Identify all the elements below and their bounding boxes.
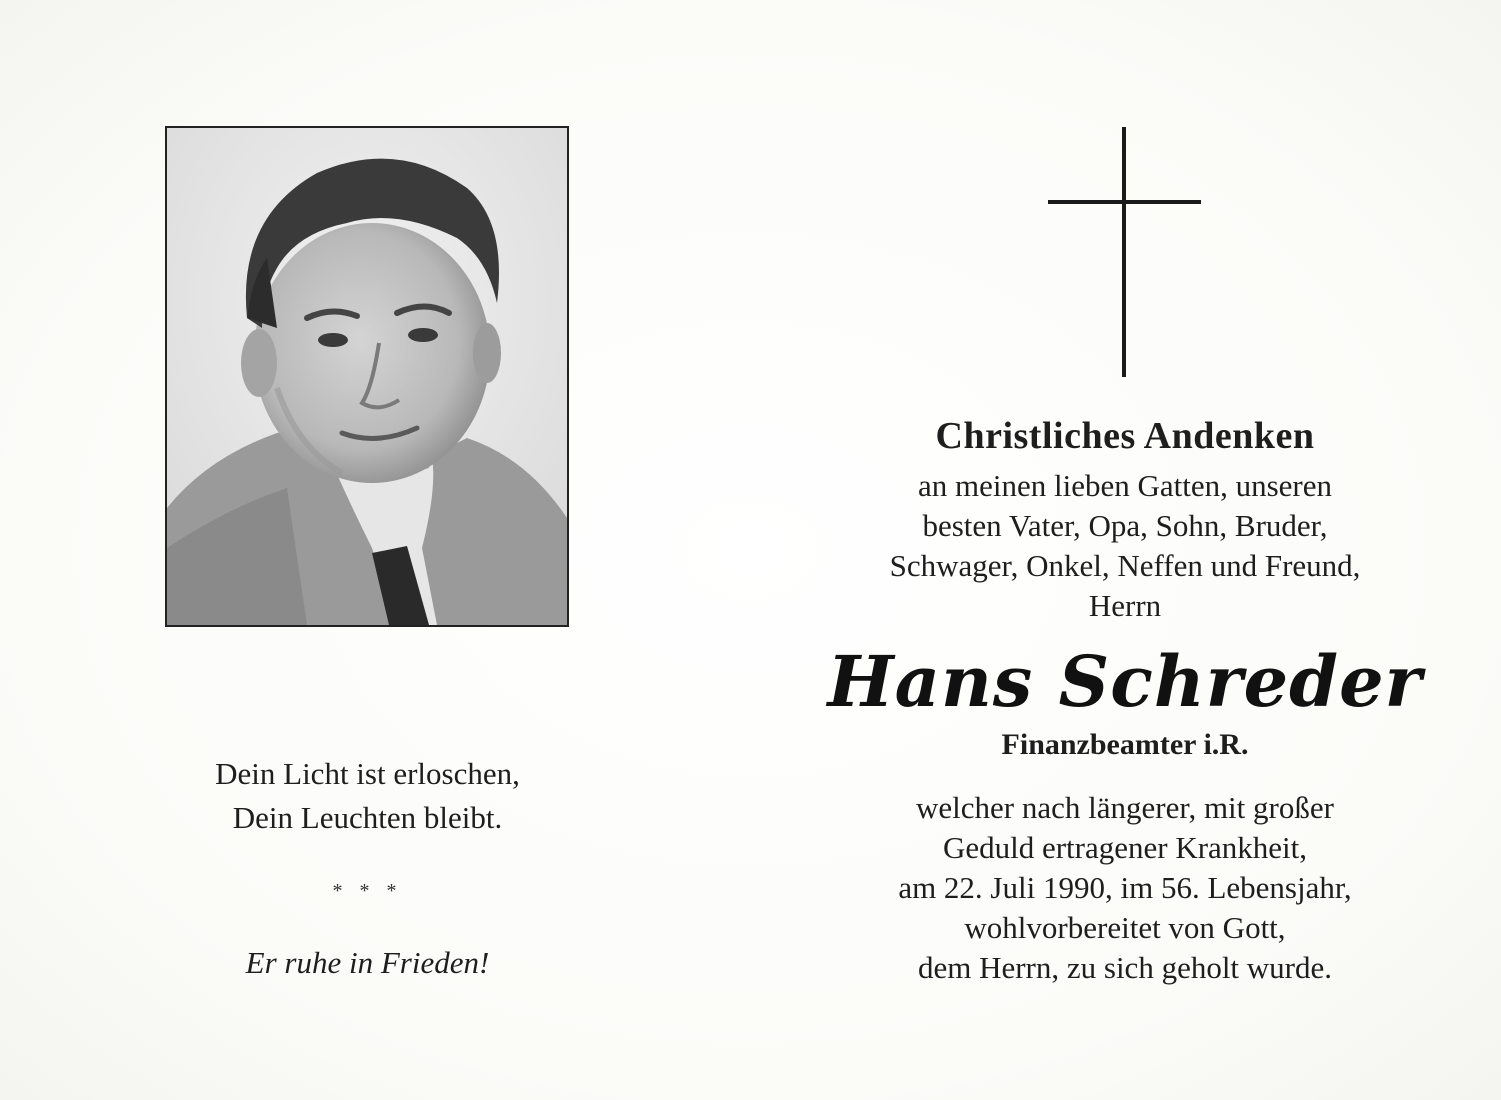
latin-cross-icon — [1048, 127, 1201, 377]
asterisk-divider: * * * — [332, 880, 403, 902]
obituary-line: Geduld ertragener Krankheit, — [942, 830, 1308, 865]
dedication-text — [820, 466, 1430, 626]
dedication-line: an meinen lieben Gatten, unseren — [917, 468, 1333, 503]
obituary-line: am 22. Juli 1990, im 56. Lebensjahr, — [898, 870, 1352, 905]
deceased-title: Finanzbeamter i.R. — [1001, 728, 1249, 761]
obituary-line: dem Herrn, zu sich geholt wurde. — [917, 950, 1333, 985]
quote-line: Dein Licht ist erloschen, — [215, 756, 520, 791]
deceased-name: Hans Schreder — [827, 640, 1423, 723]
obituary-line: wohlvorbereitet von Gott, — [964, 910, 1286, 945]
portrait-image — [167, 128, 567, 625]
obituary-line: welcher nach längerer, mit großer — [916, 790, 1334, 825]
closing-blessing: Er ruhe in Frieden! — [245, 945, 490, 980]
obituary-text — [820, 788, 1430, 988]
portrait-photo — [165, 126, 569, 627]
dedication-line: Herrn — [1088, 588, 1162, 623]
dedication-line: besten Vater, Opa, Sohn, Bruder, — [922, 508, 1328, 543]
memorial-quote — [150, 752, 585, 840]
quote-line: Dein Leuchten bleibt. — [232, 800, 503, 835]
card-heading: Christliches Andenken — [935, 415, 1315, 457]
dedication-line: Schwager, Onkel, Neffen und Freund, — [889, 548, 1361, 583]
